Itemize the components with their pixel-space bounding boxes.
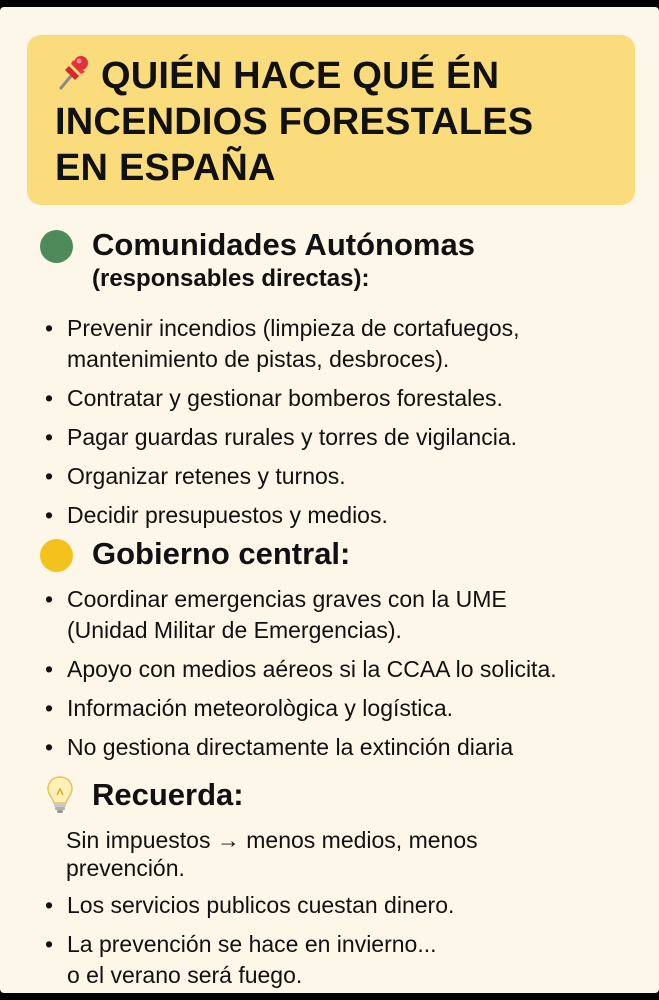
section-recuerda [0, 775, 659, 988]
section-recuerda-title: Recuerda: [92, 777, 244, 812]
bullet-icon: • [45, 586, 54, 612]
list-item-continuation: o el verano será fuego. [67, 962, 303, 988]
bullet-icon: • [45, 385, 54, 411]
title-line-2: INCENDIOS FORESTALES [55, 101, 534, 143]
list-item: • Organizar retenes y turnos. [0, 461, 659, 492]
list-item: • Decidir presupuestos y medios. [0, 500, 659, 531]
list-item: • No gestiona directamente la extinción diaria [0, 732, 659, 763]
title-text-1: QUIÉN HACE QUÉ ÉN [101, 55, 500, 97]
bullet-icon: • [45, 656, 54, 682]
section-gobierno-header [0, 534, 659, 578]
yellow-circle-icon [40, 539, 73, 572]
lightbulb-icon [46, 775, 74, 815]
bullet-icon: • [45, 463, 54, 489]
bullet-icon: • [45, 315, 54, 341]
list-item: • Apoyo con medios aéreos si la CCAA lo solicita. [0, 654, 659, 685]
title-line-1 [55, 53, 615, 99]
ccaa-list [0, 313, 659, 531]
bullet-icon: • [45, 734, 54, 760]
pushpin-icon [55, 54, 91, 92]
bullet-icon: • [45, 424, 54, 450]
bullet-icon: • [45, 502, 54, 528]
section-ccaa-subtitle: (responsables directas): [92, 265, 370, 292]
list-item: • Prevenir incendios (limpieza de cortafuegos, [0, 313, 659, 344]
bullet-icon: • [45, 695, 54, 721]
section-ccaa-header [0, 225, 659, 292]
infographic-card [0, 7, 659, 993]
title-line-3: EN ESPAÑA [55, 147, 276, 189]
title-box [27, 35, 635, 205]
recuerda-line-2: prevención. [66, 855, 185, 881]
list-item: • Información meteorològica y logística. [0, 693, 659, 724]
list-item-continuation: (Unidad Militar de Emergencias). [67, 617, 402, 643]
section-gobierno [0, 534, 659, 760]
section-gobierno-title: Gobierno central: [92, 536, 351, 571]
section-ccaa-title: Comunidades Autónomas [92, 227, 475, 262]
recuerda-list [0, 890, 659, 991]
section-recuerda-header [0, 775, 659, 819]
list-item: • Los servicios publicos cuestan dinero. [0, 890, 659, 921]
list-item: • Coordinar emergencias graves con la UME [0, 584, 659, 615]
list-item: • Pagar guardas rurales y torres de vigilancia. [0, 422, 659, 453]
green-circle-icon [40, 230, 73, 263]
gobierno-list [0, 584, 659, 763]
list-item: • La prevención se hace en invierno... [0, 929, 659, 960]
section-ccaa [0, 225, 659, 528]
bullet-icon: • [45, 892, 54, 918]
list-item-continuation: mantenimiento de pistas, desbroces). [67, 346, 450, 372]
list-item: • Contratar y gestionar bomberos forestales. [0, 383, 659, 414]
recuerda-line-1: Sin impuestos → menos medios, menos [66, 827, 478, 853]
bullet-icon: • [45, 931, 54, 957]
